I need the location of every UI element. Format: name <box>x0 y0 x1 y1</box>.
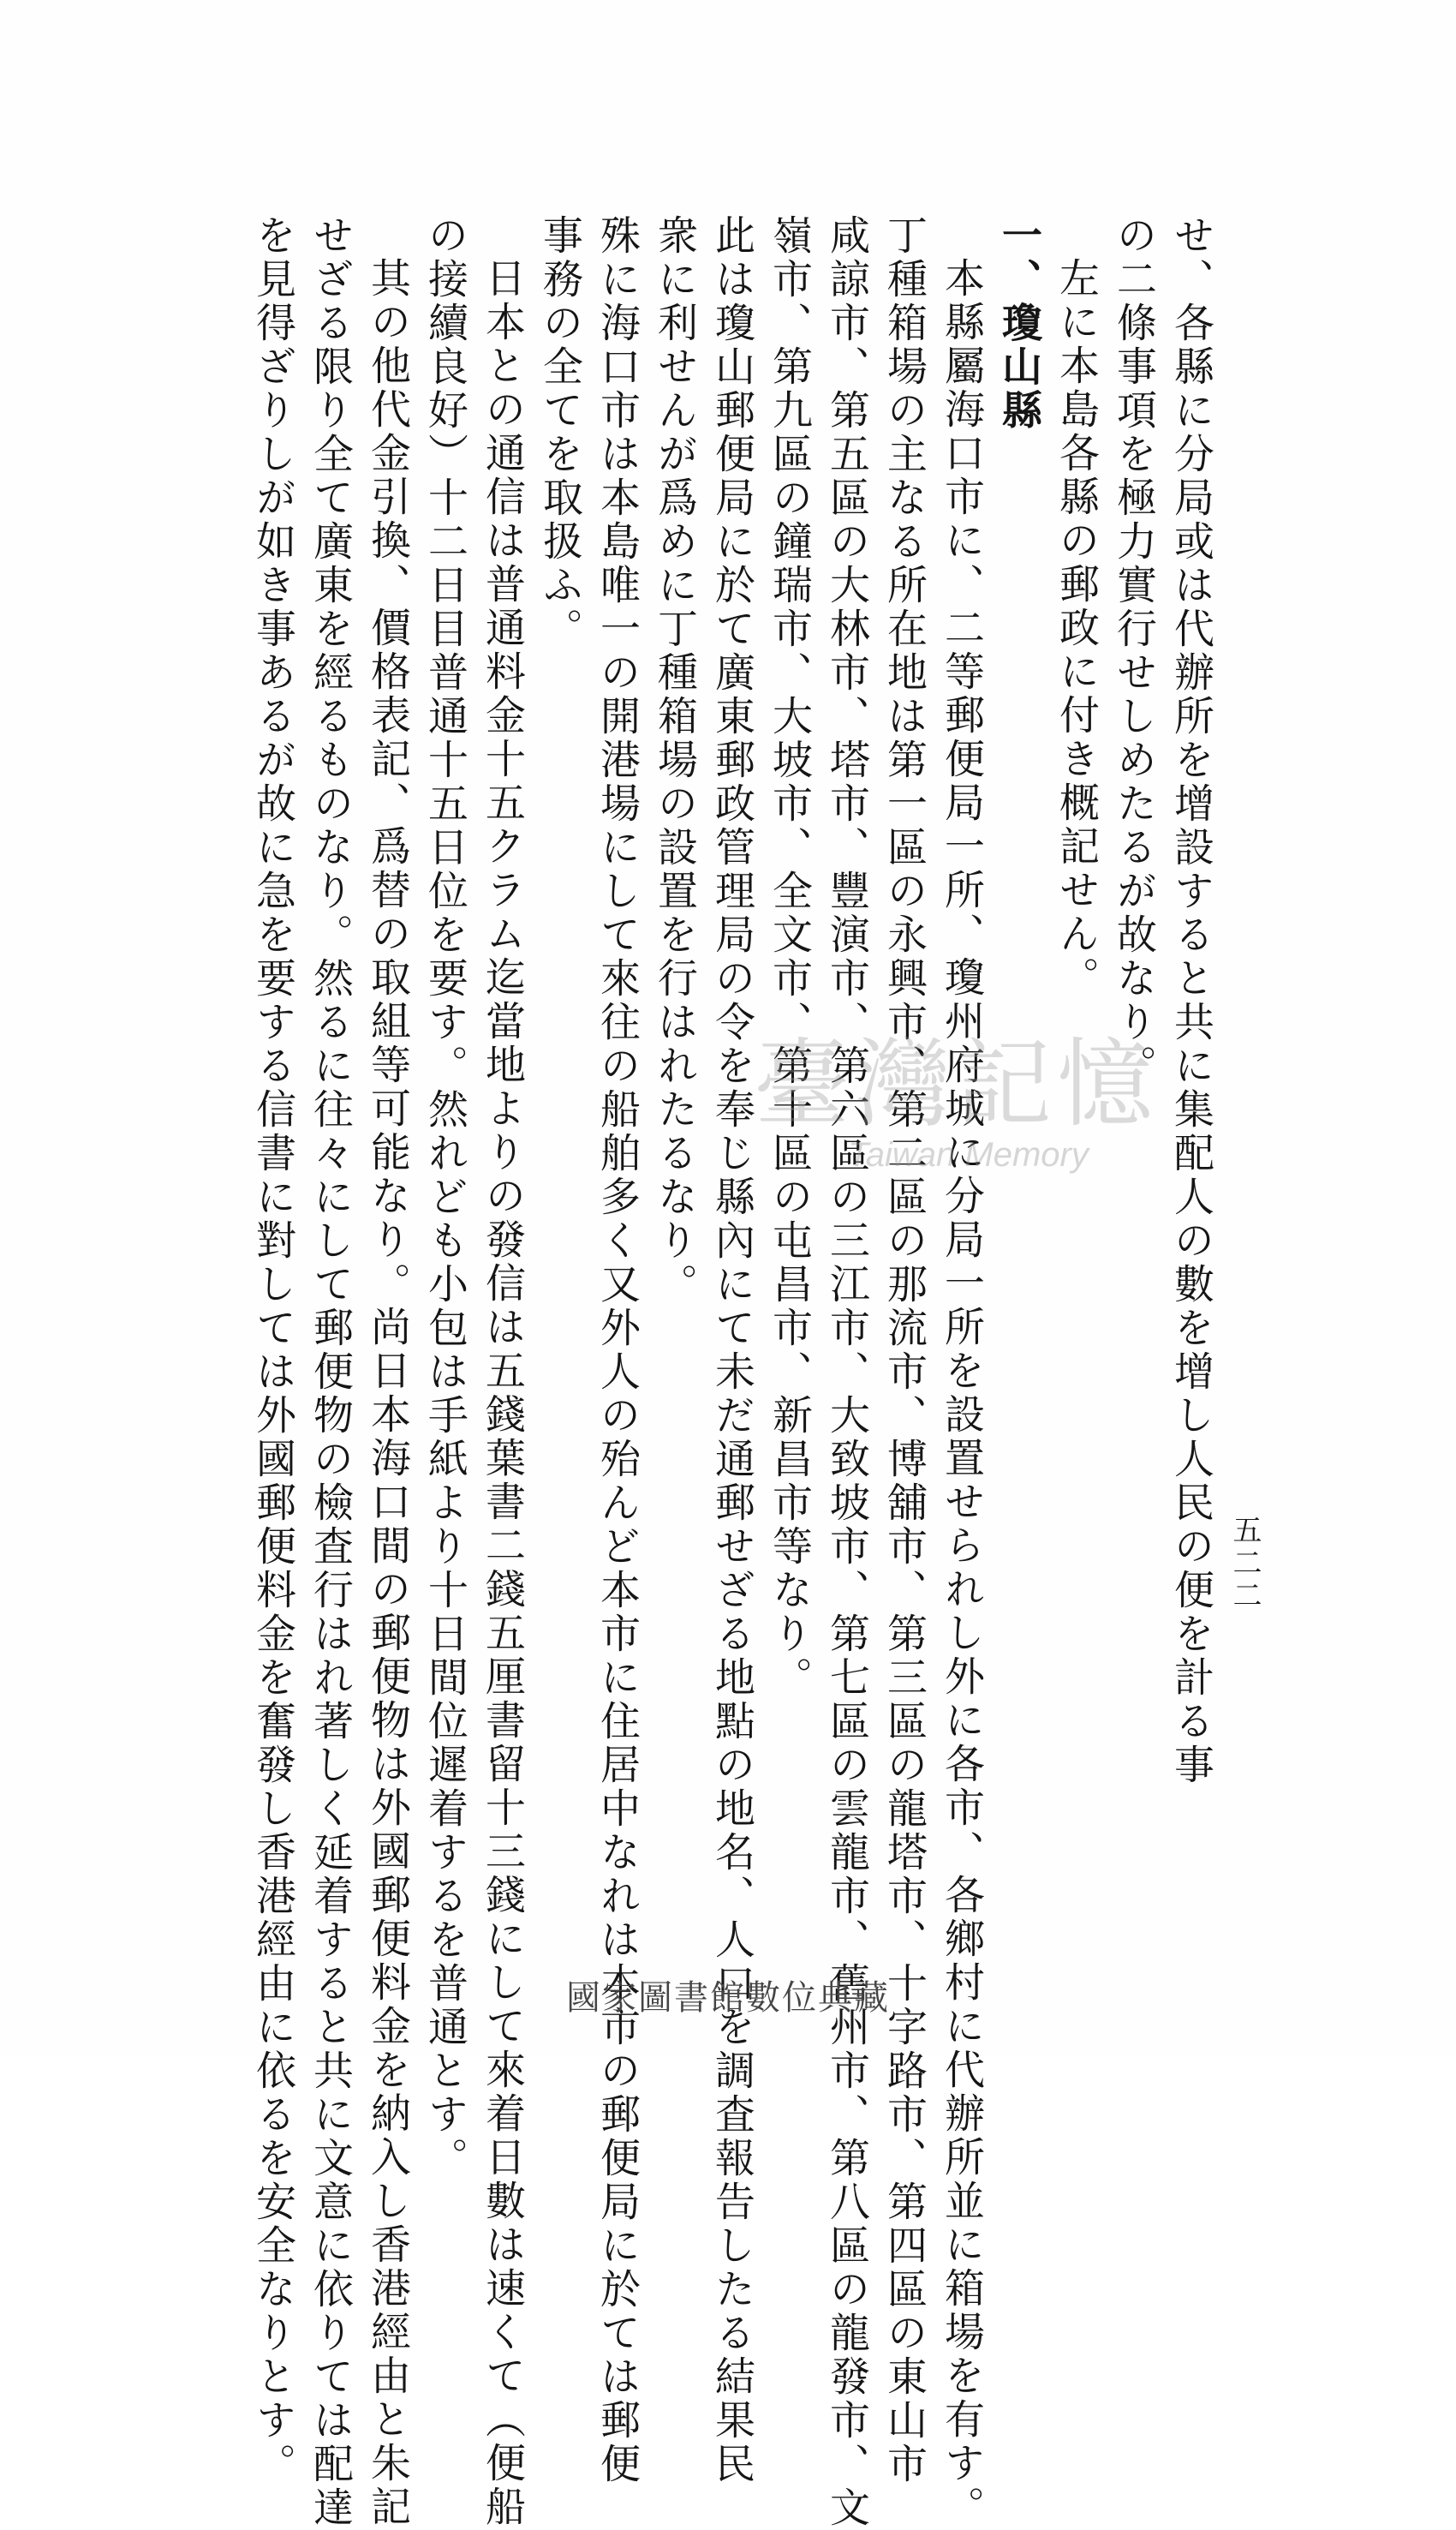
page-number: 五二二 <box>1227 1515 1262 1612</box>
text-line: 左に本島各縣の郵政に付き概記せん。 <box>1053 257 1100 1000</box>
text-line: 本縣屬海口市に、二等郵便局一所、瓊州府城に分局一所を設置せられし外に各市、各鄉村に代辦所並に箱場を有す。 <box>938 257 985 2529</box>
text-line: を見得ざりしが如き事あるが故に急を要する信書に對しては外國郵便料金を奮發し香港經由に依るを安全なりとす。 <box>249 214 296 2486</box>
text-line: 事務の全てを取扱ふ。 <box>536 214 583 651</box>
text-line: せ、各縣に分局或は代辦所を增設すると共に集配人の數を增し人民の便を計る事 <box>1167 214 1214 1787</box>
text-line: 此は瓊山郵便局に於て廣東郵政管理局の令を奉じ縣內にて未だ通郵せざる地點の地名、人口を調査報告したる結果民 <box>708 214 755 2486</box>
text-line: 咸諒市、第五區の大林市、塔市、豐演市、第六區の三江市、大致坡市、第七區の雲龍市、舊州市、第八區の龍發市、文 <box>823 214 870 2530</box>
text-line: 日本との通信は普通料金十五クラム迄當地よりの發信は五錢葉書二錢五厘書留十三錢にして來着日數は速くて（便船 <box>479 257 526 2529</box>
watermark-chinese: 臺灣記憶 <box>754 1029 1158 1140</box>
footer-caption: 國家圖書館數位典藏 <box>566 1978 890 2018</box>
text-line: 其の他代金引換、價格表記、爲替の取組等可能なり。尚日本海口間の郵便物は外國郵便料金を納入し香港經由と朱記 <box>364 257 411 2529</box>
text-line: せざる限り全て廣東を經るものなり。然るに往々にして郵便物の檢査行はれ著しく延着すると共に文意に依りては配達 <box>307 214 354 2530</box>
text-line: の接續良好）十二日目普通十五日位を要す。然れども小包は手紙より十日間位遲着するを普通とす。 <box>421 214 468 2180</box>
section-heading: 一、瓊山縣 <box>995 214 1042 433</box>
watermark-english: Taiwan Memory <box>848 1136 1089 1174</box>
text-line: の二條事項を極力實行せしめたるが故なり。 <box>1110 214 1157 1088</box>
text-line: 嶺市、第九區の鐘瑞市、大坡市、全文市、第十區の屯昌市、新昌市等なり。 <box>766 214 813 1700</box>
text-line: 衆に利せんが爲めに丁種箱場の設置を行はれたるなり。 <box>651 214 698 1307</box>
text-line: 丁種箱場の主なる所在地は第一區の永興市、第二區の那流市、博舖市、第三區の龍塔市、十字路市、第四區の東山市 <box>880 214 928 2486</box>
text-line: 殊に海口市は本島唯一の開港場にして來往の船舶多く又外人の殆んど本市に住居中なれは本市の郵便局に於ては郵便 <box>594 214 641 2486</box>
